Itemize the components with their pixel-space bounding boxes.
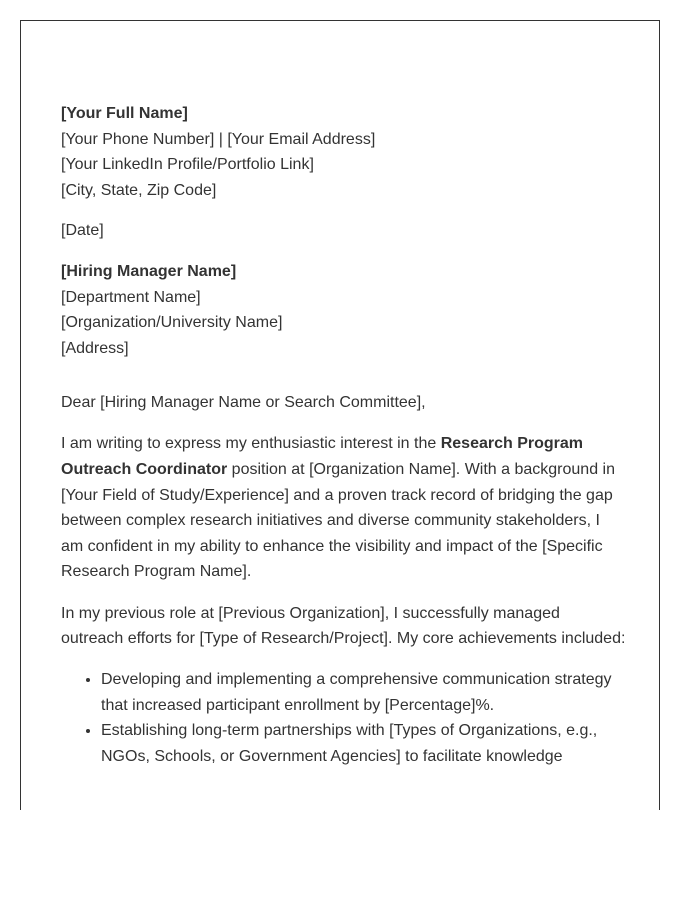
achievements-list (61, 667, 626, 769)
recipient-address: [Address] (61, 339, 129, 357)
list-item: • Developing and implementing a comprehensive communication strategy that increased participant enrollment by [Percentage]%. (101, 667, 626, 718)
letter-content (61, 101, 626, 770)
list-item: • Establishing long-term partnerships with [Types of Organizations, e.g., NGOs, Schools, or Government Agencies] to facilitate knowledge (101, 718, 626, 769)
sender-link: [Your LinkedIn Profile/Portfolio Link] (61, 156, 314, 174)
salutation: Dear [Hiring Manager Name or Search Committee], (61, 394, 426, 412)
recipient-department: [Department Name] (61, 288, 201, 306)
sender-name: [Your Full Name] (61, 105, 188, 122)
date-block (61, 218, 626, 244)
experience-paragraph: In my previous role at [Previous Organization], I successfully managed outreach efforts for [Type of Research/Project]. My core achievements included: (61, 604, 626, 648)
role-title: Research Program Outreach Coordinator (61, 435, 584, 479)
sender-contact: [Your Phone Number] | [Your Email Address] (61, 130, 376, 148)
intro-text-after: position at [Organization Name]. With a background in [Your Field of Study/Experience] and a proven track record of bridging the gap between complex research initiatives and diverse community stakeholders, I am confident in my ability to enhance the visibility and impact of the [Specific Research Program Name]. (61, 461, 615, 581)
intro-text-before: I am writing to express my enthusiastic interest in the (61, 435, 441, 453)
intro-paragraph (61, 431, 626, 585)
recipient-organization: [Organization/University Name] (61, 314, 283, 332)
recipient-name: [Hiring Manager Name] (61, 262, 237, 280)
sender-location: [City, State, Zip Code] (61, 181, 217, 199)
recipient-block (61, 259, 626, 361)
letter-date: [Date] (61, 222, 104, 240)
letter-page (20, 20, 660, 810)
sender-block (61, 101, 626, 203)
